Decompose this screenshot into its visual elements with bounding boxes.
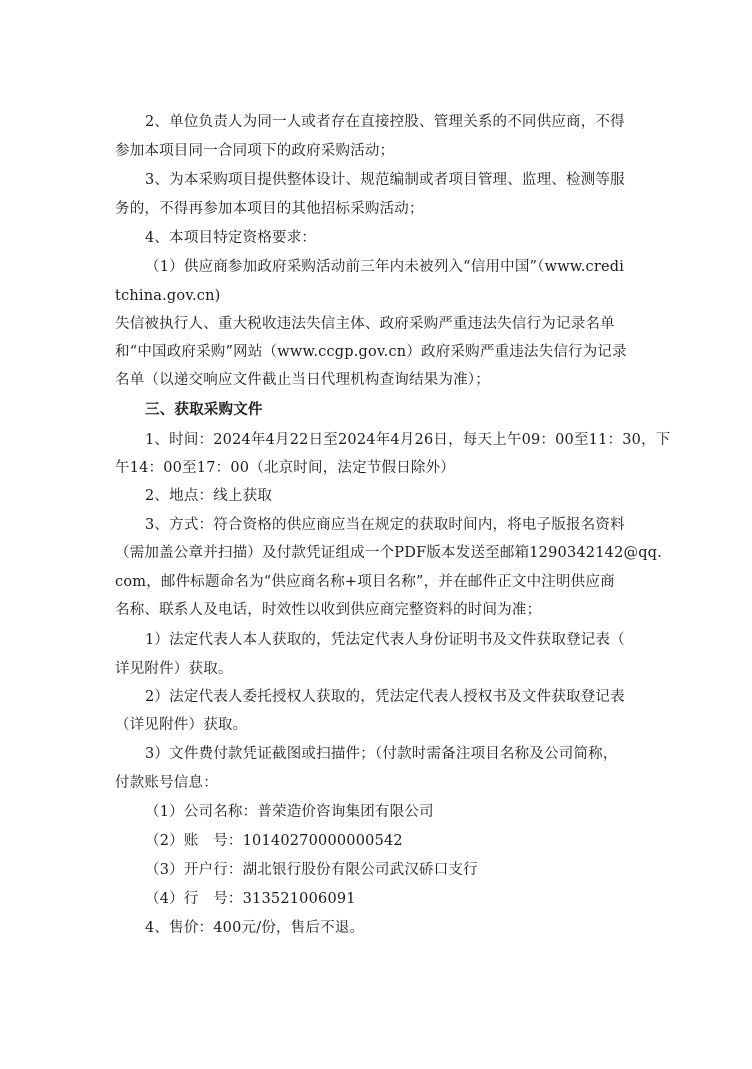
text-line: 午14：00至17：00（北京时间，法定节假日除外）: [115, 460, 456, 476]
text-line: 和“中国政府采购”网站（www.ccgp.gov.cn）政府采购严重违法失信行为记录: [115, 344, 627, 360]
text-line: 名单（以递交响应文件截止当日代理机构查询结果为准）；: [115, 372, 490, 388]
text-line: 详见附件）获取。: [115, 661, 233, 677]
text-line: 4、本项目特定资格要求：: [145, 230, 317, 246]
text-line: com，邮件标题命名为“供应商名称+项目名称”，并在邮件正文中注明供应商: [115, 574, 615, 590]
text-line: 参加本项目同一合同项下的政府采购活动；: [115, 143, 395, 159]
text-line: （3）开户行：湖北银行股份有限公司武汉硚口支行: [145, 862, 478, 878]
text-line: 2、单位负责人为同一人或者存在直接控股、管理关系的不同供应商，不得: [145, 114, 625, 130]
text-line: tchina.gov.cn): [115, 288, 221, 304]
text-line: （1）公司名称：普荣造价咨询集团有限公司: [145, 804, 434, 820]
text-line: （详见附件）获取。: [115, 717, 248, 733]
text-line: 名称、联系人及电话，时效性以收到供应商完整资料的时间为准；: [115, 602, 542, 618]
text-line: 3）文件费付款凭证截图或扫描件；（付款时需备注项目名称及公司简称，: [145, 746, 618, 762]
text-line: （1）供应商参加政府采购活动前三年内未被列入“信用中国”（www.credi: [145, 259, 625, 275]
text-line: 失信被执行人、重大税收违法失信主体、政府采购严重违法失信行为记录名单: [115, 316, 615, 332]
text-line: 3、方式：符合资格的供应商应当在规定的获取时间内，将电子版报名资料: [145, 517, 625, 533]
text-line: 1）法定代表人本人获取的，凭法定代表人身份证明书及文件获取登记表（: [145, 632, 625, 648]
text-line: 1、时间：2024年4月22日至2024年4月26日，每天上午09：00至11：30，下: [145, 432, 671, 448]
text-line: （4）行 号：313521006091: [145, 891, 356, 907]
text-line: 2）法定代表人委托授权人获取的，凭法定代表人授权书及文件获取登记表: [145, 689, 625, 705]
section-heading: 三、获取采购文件: [145, 401, 263, 418]
text-line: 3、为本采购项目提供整体设计、规范编制或者项目管理、监理、检测等服: [145, 172, 625, 188]
text-line: 2、地点：线上获取: [145, 488, 273, 504]
text-line: （2）账 号：10140270000000542: [145, 833, 403, 849]
text-line: 付款账号信息：: [115, 775, 218, 791]
text-line: 4、售价：400元/份，售后不退。: [145, 920, 365, 936]
text-line: （需加盖公章并扫描）及付款凭证组成一个PDF版本发送至邮箱1290342142@qq.: [115, 545, 662, 561]
text-line: 务的，不得再参加本项目的其他招标采购活动；: [115, 201, 424, 217]
